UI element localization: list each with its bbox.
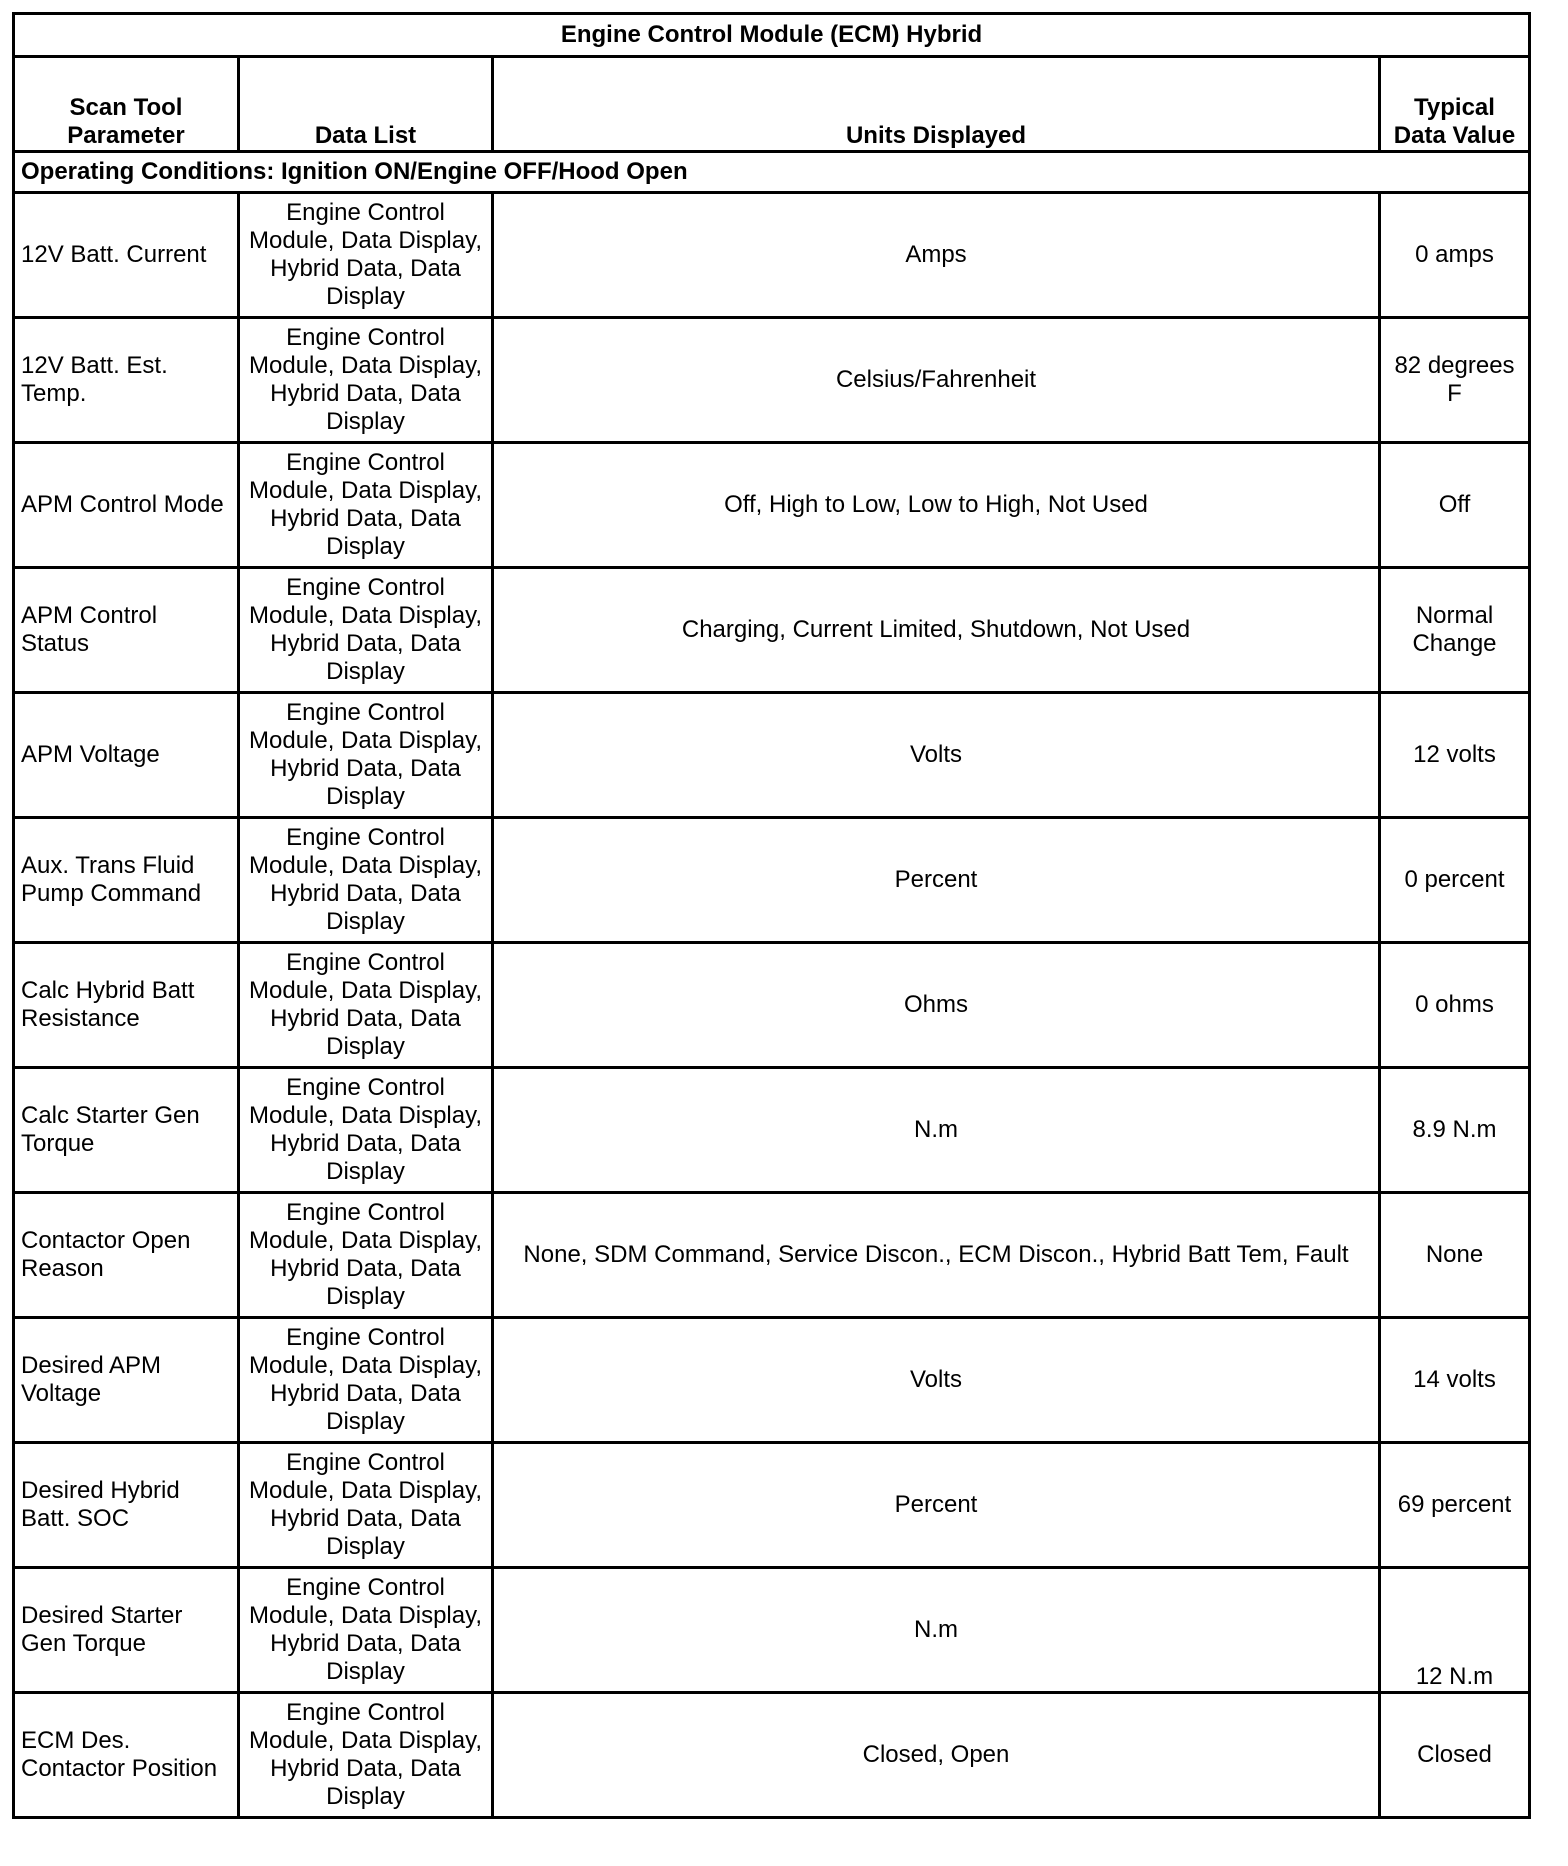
typical-data-value: None [1380,1193,1530,1318]
table-row [14,693,1530,818]
scan-tool-parameter: APM Voltage [14,693,239,818]
table-title: Engine Control Module (ECM) Hybrid [14,14,1530,57]
scan-tool-parameter: Desired Starter Gen Torque [14,1568,239,1693]
data-list: Engine Control Module, Data Display, Hybrid Data, Data Display [239,1693,493,1818]
table-row [14,1068,1530,1193]
header-data-list: Data List [239,57,493,152]
units-displayed: Amps [493,193,1380,318]
typical-data-value: 69 percent [1380,1443,1530,1568]
scan-tool-parameter: Calc Starter Gen Torque [14,1068,239,1193]
typical-data-value: 0 percent [1380,818,1530,943]
typical-data-value: Normal Change [1380,568,1530,693]
typical-data-value: 14 volts [1380,1318,1530,1443]
table-row [14,568,1530,693]
header-units-displayed: Units Displayed [493,57,1380,152]
data-list: Engine Control Module, Data Display, Hybrid Data, Data Display [239,318,493,443]
data-list: Engine Control Module, Data Display, Hybrid Data, Data Display [239,1318,493,1443]
data-list: Engine Control Module, Data Display, Hybrid Data, Data Display [239,568,493,693]
units-displayed: Closed, Open [493,1693,1380,1818]
units-displayed: N.m [493,1068,1380,1193]
table-row [14,1443,1530,1568]
data-list: Engine Control Module, Data Display, Hybrid Data, Data Display [239,193,493,318]
units-displayed: Volts [493,1318,1380,1443]
data-list: Engine Control Module, Data Display, Hybrid Data, Data Display [239,1568,493,1693]
scan-tool-parameter: 12V Batt. Est. Temp. [14,318,239,443]
header-typical-data-value: Typical Data Value [1380,57,1530,152]
scan-tool-parameter: APM Control Mode [14,443,239,568]
typical-data-value: Off [1380,443,1530,568]
table-row [14,1193,1530,1318]
scan-tool-parameter: Aux. Trans Fluid Pump Command [14,818,239,943]
column-header-row [14,57,1530,152]
data-list: Engine Control Module, Data Display, Hybrid Data, Data Display [239,1443,493,1568]
units-displayed: Percent [493,1443,1380,1568]
data-list: Engine Control Module, Data Display, Hybrid Data, Data Display [239,818,493,943]
table-row [14,443,1530,568]
typical-data-value: 8.9 N.m [1380,1068,1530,1193]
scan-tool-parameter: Contactor Open Reason [14,1193,239,1318]
units-displayed: N.m [493,1568,1380,1693]
data-list: Engine Control Module, Data Display, Hybrid Data, Data Display [239,1193,493,1318]
typical-data-value: 12 N.m [1380,1568,1530,1693]
scan-tool-parameter: ECM Des. Contactor Position [14,1693,239,1818]
units-displayed: Celsius/Fahrenheit [493,318,1380,443]
units-displayed: Volts [493,693,1380,818]
typical-data-value: 82 degrees F [1380,318,1530,443]
typical-data-value: 0 ohms [1380,943,1530,1068]
table-row [14,1318,1530,1443]
operating-conditions-row [14,152,1530,193]
ecm-hybrid-table [12,12,1531,1819]
table-title-row [14,14,1530,57]
data-list: Engine Control Module, Data Display, Hybrid Data, Data Display [239,1068,493,1193]
table-row [14,818,1530,943]
scan-tool-parameter: Desired APM Voltage [14,1318,239,1443]
operating-conditions: Operating Conditions: Ignition ON/Engine OFF/Hood Open [14,152,1530,193]
scan-tool-parameter: Calc Hybrid Batt Resistance [14,943,239,1068]
scan-tool-parameter: Desired Hybrid Batt. SOC [14,1443,239,1568]
header-scan-tool-parameter: Scan Tool Parameter [14,57,239,152]
typical-data-value: Closed [1380,1693,1530,1818]
units-displayed: Percent [493,818,1380,943]
table-row [14,1568,1530,1693]
table-row [14,318,1530,443]
units-displayed: Ohms [493,943,1380,1068]
data-list: Engine Control Module, Data Display, Hybrid Data, Data Display [239,943,493,1068]
typical-data-value: 0 amps [1380,193,1530,318]
scan-tool-parameter: 12V Batt. Current [14,193,239,318]
table-row [14,943,1530,1068]
data-list: Engine Control Module, Data Display, Hybrid Data, Data Display [239,443,493,568]
units-displayed: None, SDM Command, Service Discon., ECM Discon., Hybrid Batt Tem, Fault [493,1193,1380,1318]
units-displayed: Off, High to Low, Low to High, Not Used [493,443,1380,568]
table-row [14,193,1530,318]
table-row [14,1693,1530,1818]
typical-data-value: 12 volts [1380,693,1530,818]
scan-tool-parameter: APM Control Status [14,568,239,693]
units-displayed: Charging, Current Limited, Shutdown, Not Used [493,568,1380,693]
data-list: Engine Control Module, Data Display, Hybrid Data, Data Display [239,693,493,818]
